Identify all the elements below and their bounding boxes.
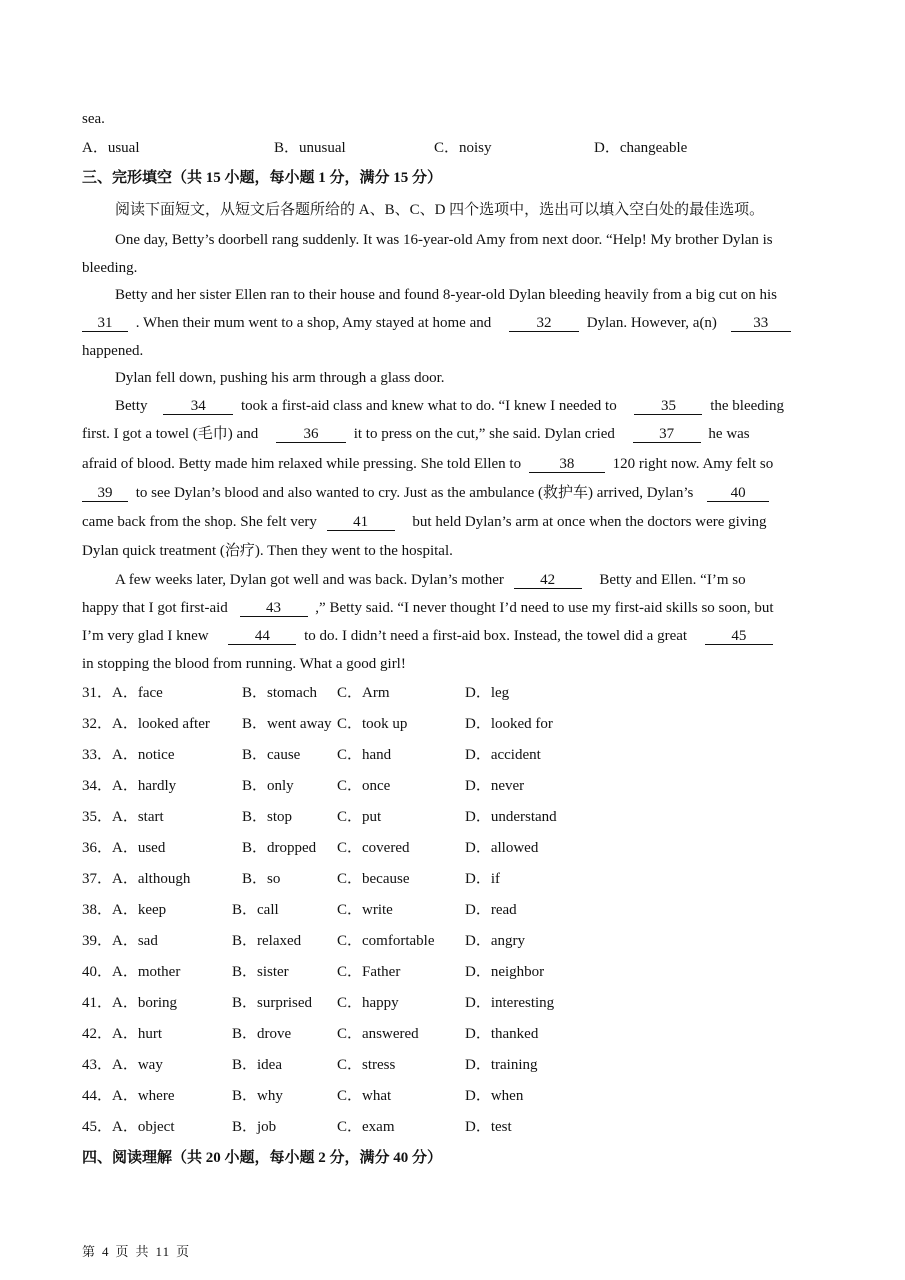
option-a[interactable]: A．notice: [112, 747, 175, 763]
option-b[interactable]: B．drove: [232, 1026, 292, 1042]
passage-text: it to press on the cut,” she said. Dylan cried: [353, 426, 615, 442]
question-number: 31．: [82, 685, 113, 701]
passage-text: to do. I didn’t need a first-aid box. Instead, the towel did a great: [304, 628, 688, 644]
option-a[interactable]: A．keep: [112, 902, 167, 918]
option-a[interactable]: A．sad: [112, 933, 158, 949]
passage-line: [82, 626, 777, 646]
option-b[interactable]: B．why: [232, 1088, 283, 1104]
blank-36[interactable]: 36: [276, 426, 346, 443]
option-a[interactable]: A．boring: [112, 995, 177, 1011]
passage-text: I’m very glad I knew: [82, 628, 209, 644]
question-row: [82, 869, 822, 889]
section3-instruction: 阅读下面短文，从短文后各题所给的 A、B、C、D 四个选项中，选出可以填入空白处的最佳选项。: [115, 202, 765, 218]
option-b[interactable]: B．cause: [242, 747, 301, 763]
question-row: [82, 900, 822, 920]
option-c[interactable]: C．hand: [337, 747, 392, 763]
option-c[interactable]: C．happy: [337, 995, 399, 1011]
question-row: [82, 807, 822, 827]
question-row: [82, 962, 822, 982]
passage-text: A few weeks later, Dylan got well and was back. Dylan’s mother: [115, 572, 504, 588]
option-a[interactable]: A．face: [112, 685, 163, 701]
blank-44[interactable]: 44: [228, 628, 296, 645]
option-d[interactable]: D．neighbor: [465, 964, 545, 980]
passage-text: first. I got a towel (毛巾) and: [82, 426, 259, 442]
option-b[interactable]: B．job: [232, 1119, 277, 1135]
passage-line: [82, 483, 773, 503]
option-a[interactable]: A．start: [112, 809, 164, 825]
option-c: C．noisy: [434, 140, 492, 156]
page-footer: [82, 1241, 196, 1260]
passage-text: happy that I got first-aid: [82, 600, 228, 616]
option-b: B．unusual: [274, 140, 346, 156]
option-c[interactable]: C．what: [337, 1088, 392, 1104]
passage-text: came back from the shop. She felt very: [82, 514, 317, 530]
option-c[interactable]: C．Father: [337, 964, 401, 980]
question-number: 34．: [82, 778, 113, 794]
blank-41[interactable]: 41: [327, 514, 395, 531]
option-c[interactable]: C．comfortable: [337, 933, 435, 949]
passage-line: Dylan quick treatment (治疗). Then they went to the hospital.: [82, 543, 453, 559]
page-number: 4: [102, 1244, 110, 1259]
option-b[interactable]: B．relaxed: [232, 933, 302, 949]
option-c[interactable]: C．once: [337, 778, 391, 794]
option-a[interactable]: A．hardly: [112, 778, 177, 794]
option-d[interactable]: D．never: [465, 778, 525, 794]
q30-tail: sea.: [82, 111, 105, 127]
option-c[interactable]: C．took up: [337, 716, 408, 732]
passage-line: [82, 598, 774, 618]
option-b[interactable]: B．stomach: [242, 685, 317, 701]
option-b[interactable]: B．went away: [242, 716, 332, 732]
blank-43[interactable]: 43: [240, 600, 308, 617]
question-number: 33．: [82, 747, 113, 763]
passage-line: [82, 512, 767, 532]
option-a: A．usual: [82, 140, 140, 156]
blank-34[interactable]: 34: [163, 398, 233, 415]
question-number: 39．: [82, 933, 113, 949]
option-d[interactable]: D．leg: [465, 685, 510, 701]
option-c[interactable]: C．put: [337, 809, 382, 825]
option-a[interactable]: A．looked after: [112, 716, 210, 732]
question-number: 45．: [82, 1119, 113, 1135]
option-d[interactable]: D．angry: [465, 933, 525, 949]
section3-heading: 三、完形填空（共 15 小题，每小题 1 分，满分 15 分）: [82, 170, 443, 186]
question-row: [82, 1024, 822, 1044]
blank-40[interactable]: 40: [707, 485, 769, 502]
question-number: 32．: [82, 716, 113, 732]
option-c[interactable]: C．stress: [337, 1057, 396, 1073]
question-number: 40．: [82, 964, 113, 980]
passage-line: happened.: [82, 343, 144, 359]
option-c[interactable]: C．covered: [337, 840, 410, 856]
question-row: [82, 931, 822, 951]
question-number: 44．: [82, 1088, 113, 1104]
option-d[interactable]: D．training: [465, 1057, 538, 1073]
blank-42[interactable]: 42: [514, 572, 582, 589]
passage-text: . When their mum went to a shop, Amy stayed at home and: [135, 315, 492, 331]
footer-text: 共: [135, 1244, 150, 1259]
question-row: [82, 714, 822, 734]
option-d: D．changeable: [594, 140, 688, 156]
blank-45[interactable]: 45: [705, 628, 773, 645]
option-a[interactable]: A．way: [112, 1057, 163, 1073]
passage-text: 120 right now. Amy felt so: [612, 456, 774, 472]
footer-text: 页: [115, 1244, 130, 1259]
option-b[interactable]: B．idea: [232, 1057, 282, 1073]
question-number: 37．: [82, 871, 113, 887]
option-b[interactable]: B．dropped: [242, 840, 317, 856]
option-a[interactable]: A．used: [112, 840, 166, 856]
blank-39[interactable]: 39: [82, 485, 128, 502]
option-d[interactable]: D．if: [465, 871, 500, 887]
option-b[interactable]: B．call: [232, 902, 279, 918]
question-number: 42．: [82, 1026, 113, 1042]
option-c[interactable]: C．answered: [337, 1026, 419, 1042]
passage-text: Betty: [115, 398, 148, 414]
option-d[interactable]: D．looked for: [465, 716, 553, 732]
blank-31[interactable]: 31: [82, 315, 128, 332]
passage-text: Dylan. However, a(n): [586, 315, 717, 331]
option-a[interactable]: A．where: [112, 1088, 175, 1104]
passage-line: bleeding.: [82, 260, 138, 276]
blank-32[interactable]: 32: [509, 315, 579, 332]
option-d[interactable]: D．understand: [465, 809, 557, 825]
footer-text: 页: [176, 1244, 191, 1259]
option-d[interactable]: D．test: [465, 1119, 512, 1135]
blank-35[interactable]: 35: [634, 398, 702, 415]
passage-text: Betty and Ellen. “I’m so: [599, 572, 746, 588]
passage-line: [82, 313, 795, 333]
option-c[interactable]: C．write: [337, 902, 393, 918]
question-number: 35．: [82, 809, 113, 825]
footer-text: 第: [82, 1244, 97, 1259]
question-row: [82, 683, 822, 703]
passage-text: he was: [708, 426, 750, 442]
option-c[interactable]: C．Arm: [337, 685, 390, 701]
blank-33[interactable]: 33: [731, 315, 791, 332]
passage-line: [115, 570, 746, 590]
question-row: [82, 838, 822, 858]
question-number: 38．: [82, 902, 113, 918]
passage-line: [115, 396, 784, 416]
option-c[interactable]: C．exam: [337, 1119, 395, 1135]
section4-heading: 四、阅读理解（共 20 小题，每小题 2 分，满分 40 分）: [82, 1150, 443, 1166]
page-total: 11: [155, 1244, 171, 1259]
option-b[interactable]: B．stop: [242, 809, 293, 825]
passage-text: to see Dylan’s blood and also wanted to cry. Just as the ambulance (救护车) arrived, Dylan’s: [135, 485, 694, 501]
passage-text: afraid of blood. Betty made him relaxed while pressing. She told Ellen to: [82, 456, 522, 472]
option-d[interactable]: D．allowed: [465, 840, 539, 856]
passage-line: [82, 454, 773, 474]
question-row: [82, 745, 822, 765]
passage-line: [82, 424, 750, 444]
option-a[interactable]: A．hurt: [112, 1026, 162, 1042]
passage-line: Dylan fell down, pushing his arm through a glass door.: [115, 370, 445, 386]
option-b[interactable]: B．only: [242, 778, 294, 794]
question-row: [82, 1055, 822, 1075]
q30-options: [82, 138, 822, 158]
blank-37[interactable]: 37: [633, 426, 701, 443]
option-d[interactable]: D．thanked: [465, 1026, 539, 1042]
option-a[interactable]: A．mother: [112, 964, 181, 980]
question-number: 41．: [82, 995, 113, 1011]
question-row: [82, 776, 822, 796]
option-c[interactable]: C．because: [337, 871, 410, 887]
question-number: 43．: [82, 1057, 113, 1073]
passage-text: the bleeding: [710, 398, 784, 414]
option-d[interactable]: D．accident: [465, 747, 541, 763]
option-a[interactable]: A．object: [112, 1119, 175, 1135]
option-d[interactable]: D．when: [465, 1088, 524, 1104]
passage-line: in stopping the blood from running. What a good girl!: [82, 656, 406, 672]
passage-text: took a first-aid class and knew what to do. “I knew I needed to: [241, 398, 617, 414]
question-row: [82, 1086, 822, 1106]
option-d[interactable]: D．read: [465, 902, 517, 918]
question-number: 36．: [82, 840, 113, 856]
passage-line: One day, Betty’s doorbell rang suddenly. It was 16-year-old Amy from next door. “Help! My brother Dylan is: [115, 232, 773, 248]
passage-text: but held Dylan’s arm at once when the doctors were giving: [412, 514, 767, 530]
passage-line: Betty and her sister Ellen ran to their house and found 8-year-old Dylan bleeding heavily from a big cut on his: [115, 287, 778, 303]
option-b[interactable]: B．surprised: [232, 995, 312, 1011]
question-row: [82, 993, 822, 1013]
option-b[interactable]: B．so: [242, 871, 281, 887]
option-d[interactable]: D．interesting: [465, 995, 555, 1011]
option-b[interactable]: B．sister: [232, 964, 289, 980]
question-row: [82, 1117, 822, 1137]
passage-text: ,” Betty said. “I never thought I’d need to use my first-aid skills so soon, but: [315, 600, 774, 616]
blank-38[interactable]: 38: [529, 456, 605, 473]
option-a[interactable]: A．although: [112, 871, 191, 887]
